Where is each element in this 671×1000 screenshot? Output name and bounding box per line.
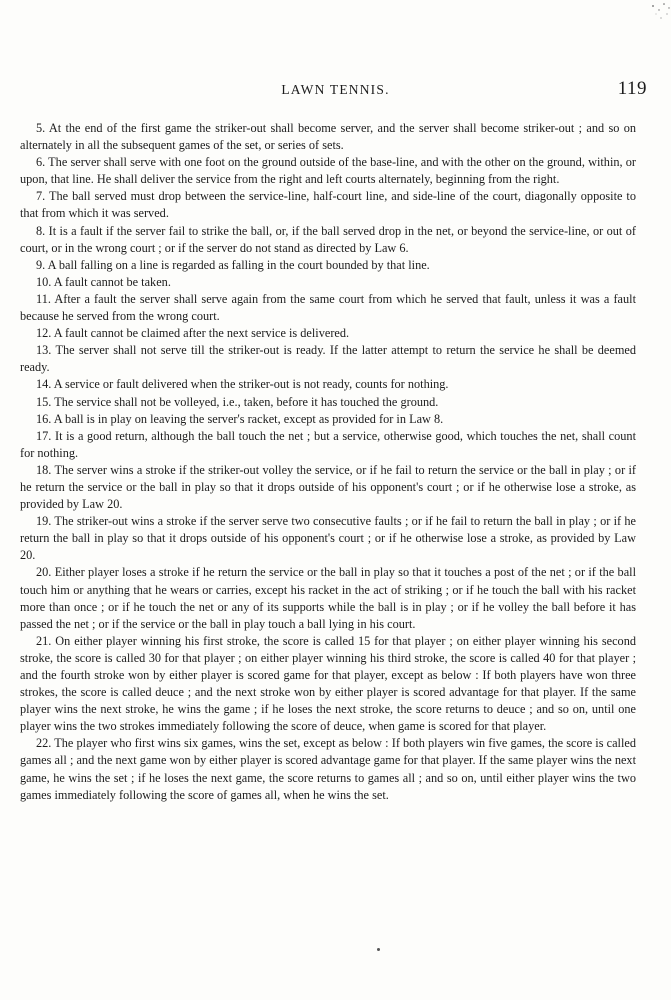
law-paragraph: 16. A ball is in play on leaving the server's racket, except as provided for in Law 8. (36, 411, 444, 426)
print-speck (377, 948, 380, 951)
page-specks (631, 0, 671, 40)
law-paragraph: 7. The ball served must drop between the service-line, half-court line, and side-line of the court, diagonally opposite to that from which it was served. (20, 189, 636, 221)
page-number: 119 (617, 78, 647, 99)
law-paragraph: 12. A fault cannot be claimed after the next service is delivered. (36, 326, 350, 341)
laws-text (20, 120, 636, 804)
law-paragraph: 9. A ball falling on a line is regarded as falling in the court bounded by that line. (36, 257, 430, 272)
law-paragraph: 8. It is a fault if the server fail to strike the ball, or, if the ball served drop in the net, or beyond the service-line, or out of court, or in the wrong court ; or if the server do not stand as directed by Law 6. (20, 223, 636, 255)
law-paragraph: 14. A service or fault delivered when the striker-out is not ready, counts for nothing. (36, 377, 449, 392)
law-paragraph: 15. The service shall not be volleyed, i.e., taken, before it has touched the ground. (36, 394, 439, 409)
law-paragraph: 19. The striker-out wins a stroke if the server serve two consecutive faults ; or if he fail to return the ball in play ; or if he return the ball in play so that it drops outside of his opponent's court ; or if he otherwise lose a stroke, as provided by Law 20. (20, 514, 636, 563)
law-paragraph: 18. The server wins a stroke if the striker-out volley the service, or if he fail to return the service or the ball in play ; or if he return the service or the ball in play so that it drops outside of his opponent's court ; or if he otherwise lose a stroke, as provided by Law 20. (20, 462, 636, 512)
law-paragraph: 22. The player who first wins six games, wins the set, except as below : If both players win five games, the score is called games all ; and the next game won by either player is scored advantage game for that player. If the same player wins the next game, he wins the set ; if he loses the next game, the score returns to games all ; and so on, until either player wins the two games immediately following the score of games all, when he wins the set. (20, 736, 636, 802)
running-title: LAWN TENNIS. (281, 82, 390, 97)
law-paragraph: 11. After a fault the server shall serve again from the same court from which he served that fault, unless it was a fault because he served from the wrong court. (20, 291, 636, 324)
law-paragraph: 17. It is a good return, although the ball touch the net ; but a service, otherwise good, which touches the net, shall count for nothing. (20, 428, 636, 460)
law-paragraph: 13. The server shall not serve till the striker-out is ready. If the latter attempt to return the service he shall be deemed ready. (20, 343, 636, 375)
law-paragraph: 10. A fault cannot be taken. (36, 274, 171, 289)
law-paragraph: 5. At the end of the first game the striker-out shall become server, and the server shall become striker-out ; and so on alternately in all the subsequent games of the set, or series of sets. (20, 121, 636, 153)
law-paragraph: 6. The server shall serve with one foot on the ground outside of the base-line, and with the other on the ground, within, or upon, that line. He shall deliver the service from the right and left courts alternately, beginning from the right. (20, 155, 636, 187)
law-paragraph: 21. On either player winning his first stroke, the score is called 15 for that player ; on either player winning his second stroke, the score is called 30 for that player ; on either player winning his third stroke, the score is called 40 for that player ; and the fourth stroke won by either player is scored game for that player, except as below : If both players have won three strokes, the score is called deuce ; and the next stroke won by either player is scored advantage for that player. If the same player wins the next stroke, he wins the game ; if he loses the next stroke, the score returns to deuce ; and so on, until one player wins the two strokes immediately following the score of deuce, when game is scored for that player. (20, 633, 636, 734)
law-paragraph: 20. Either player loses a stroke if he return the service or the ball in play so that it touches a post of the net ; or if the ball touch him or anything that he wears or carries, except his racket in the act of striking ; or if he touch the ball with his racket more than once ; or if he touch the net or any of its supports while the ball is in play ; or if he volley the ball before it has passed the net ; or if the service or the ball in play touch a ball lying in his court. (20, 565, 636, 631)
page-header (20, 80, 651, 102)
